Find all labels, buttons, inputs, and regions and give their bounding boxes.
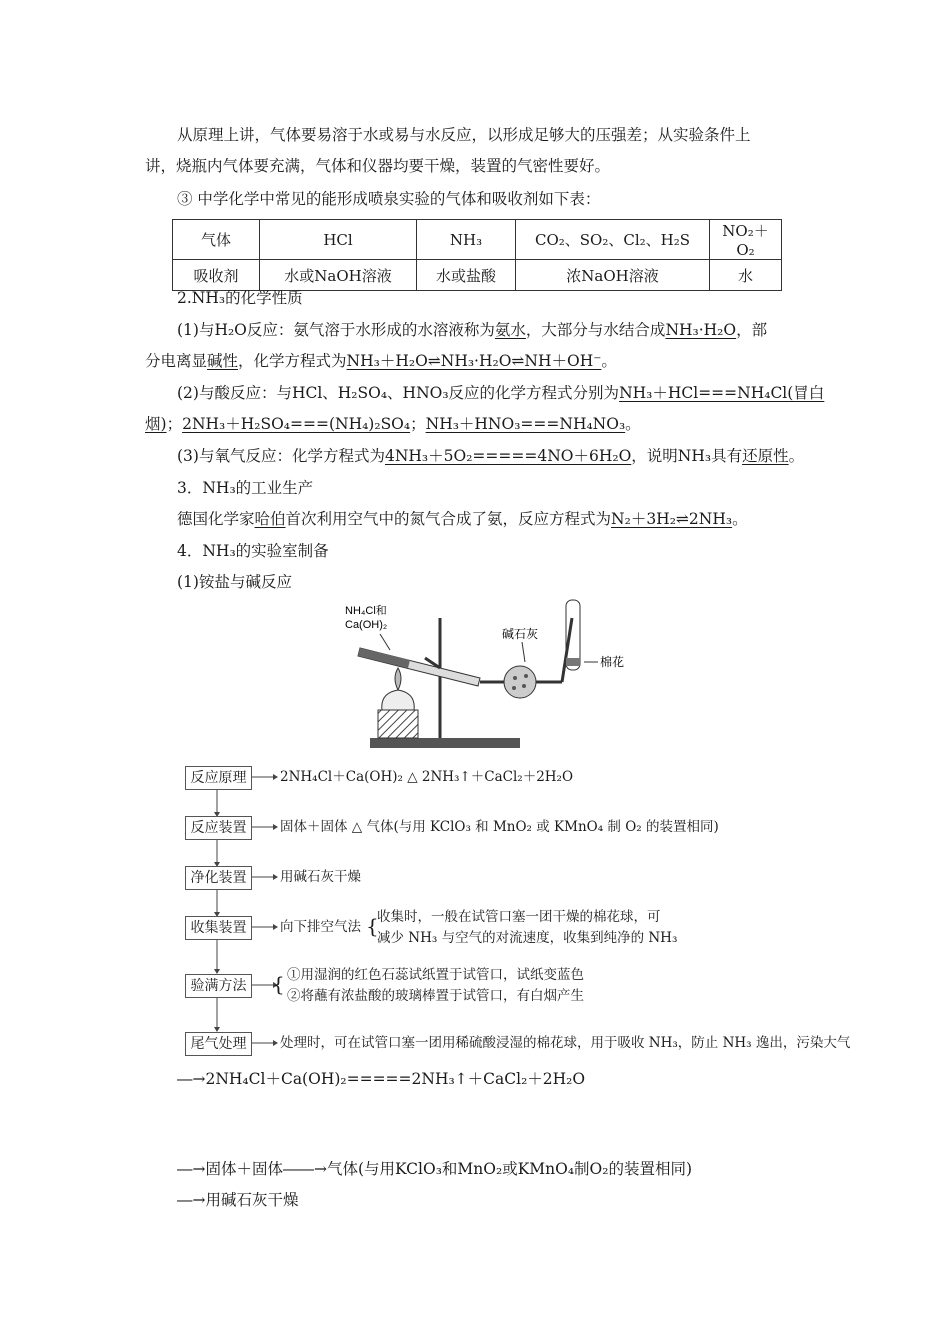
flow-text: 向下排空气法	[280, 919, 361, 935]
section-heading: 3．NH₃的工业生产	[177, 479, 314, 497]
bottom-line: ―→固体＋固体――→气体(与用KClO₃和MnO₂或KMnO₄制O₂的装置相同)	[177, 1160, 693, 1178]
text-span: ，说明NH₃具有	[631, 447, 743, 465]
paragraph-line: 从原理上讲，气体要易溶于水或易与水反应，以形成足够大的压强差；从实验条件上	[177, 126, 751, 144]
text-span: 。	[625, 415, 641, 433]
answer-blank: 哈伯	[254, 510, 286, 528]
flow-box-tail-gas: 尾气处理	[185, 1032, 252, 1056]
answer-blank: NH₃＋HNO₃===NH₄NO₃	[425, 415, 626, 433]
text-span: (1)与H₂O反应：氨气溶于水形成的水溶液称为	[177, 321, 495, 339]
text-span: (3)与氧气反应：化学方程式为	[177, 447, 385, 465]
paragraph-line: ③ 中学化学中常见的能形成喷泉实验的气体和吸收剂如下表：	[177, 190, 601, 208]
text-span: 。	[732, 510, 748, 528]
text-span: 。	[788, 447, 805, 465]
flow-box-collect: 收集装置	[185, 916, 252, 940]
answer-blank: 2NH₃＋H₂SO₄===(NH₄)₂SO₄	[182, 415, 411, 433]
bottom-line: ―→用碱石灰干燥	[177, 1191, 299, 1209]
text-span: 分电离显	[145, 352, 208, 370]
text-span: ，部	[736, 321, 768, 339]
section-heading: 2.NH₃的化学性质	[177, 289, 303, 307]
flow-brace-line: 减少 NH₃ 与空气的对流速度，收集到纯净的 NH₃	[377, 930, 678, 946]
table-cell: NO₂＋O₂	[710, 220, 782, 260]
brace: {	[272, 972, 285, 996]
subsection-heading: (1)铵盐与碱反应	[177, 573, 292, 591]
text-span: ；	[410, 415, 426, 433]
flow-brace-line: 收集时，一般在试管口塞一团干燥的棉花球，可	[377, 909, 661, 925]
text-span: ，大部分与水结合成	[525, 321, 666, 339]
text-span: ；	[166, 415, 183, 433]
answer-blank: 碱性	[207, 352, 239, 370]
bottom-line: ―→2NH₄Cl＋Ca(OH)₂=====2NH₃↑＋CaCl₂＋2H₂O	[177, 1070, 586, 1088]
table-cell: 水或NaOH溶液	[260, 260, 417, 291]
text-span: ，化学方程式为	[238, 352, 347, 370]
table-cell: 水或盐酸	[417, 260, 516, 291]
reagent-label: NH₄Cl和	[345, 605, 387, 617]
answer-blank: NH₃·H₂O	[665, 321, 737, 339]
flow-brace-line: ①用湿润的红色石蕊试纸置于试管口，试纸变蓝色	[287, 967, 584, 983]
flow-box-purify: 净化装置	[185, 866, 252, 890]
answer-blank: 氨水	[494, 321, 526, 339]
brace: {	[366, 914, 379, 938]
answer-blank: 4NH₃＋5O₂=====4NO＋6H₂O	[384, 447, 632, 465]
cotton-label: 棉花	[600, 655, 625, 669]
table-cell: 气体	[173, 220, 260, 260]
lime-label: 碱石灰	[502, 627, 539, 641]
flow-text: 2NH₄Cl＋Ca(OH)₂ △ 2NH₃↑＋CaCl₂＋2H₂O	[280, 769, 574, 785]
flow-text: 固体＋固体 △ 气体(与用 KClO₃ 和 MnO₂ 或 KMnO₄ 制 O₂ 的装置相同)	[280, 819, 719, 835]
flow-box-principle: 反应原理	[185, 766, 252, 790]
text-span: 首次利用空气中的氮气合成了氨，反应方程式为	[285, 510, 612, 528]
flow-brace-line: ②将蘸有浓盐酸的玻璃棒置于试管口，有白烟产生	[287, 988, 584, 1004]
table-cell: HCl	[260, 220, 417, 260]
table-cell: CO₂、SO₂、Cl₂、H₂S	[516, 220, 710, 260]
text-span: 。	[601, 352, 617, 370]
flow-box-apparatus: 反应装置	[185, 816, 252, 840]
table-cell: 浓NaOH溶液	[516, 260, 710, 291]
table-cell: 水	[710, 260, 782, 291]
paragraph-line: 讲，烧瓶内气体要充满，气体和仪器均要干燥，装置的气密性要好。	[145, 157, 611, 175]
flow-box-check: 验满方法	[185, 974, 252, 998]
answer-blank: NH₃＋H₂O⇌NH₃·H₂O⇌NH＋OH⁻	[346, 352, 602, 370]
flow-text: 用碱石灰干燥	[280, 869, 361, 885]
table-cell: 吸收剂	[173, 260, 260, 291]
answer-blank: N₂＋3H₂⇌2NH₃	[611, 510, 733, 528]
answer-blank: NH₃＋HCl===NH₄Cl(冒白	[619, 384, 825, 402]
flow-text: 处理时，可在试管口塞一团用稀硫酸浸湿的棉花球，用于吸收 NH₃，防止 NH₃ 逸出，污染大气	[280, 1035, 851, 1051]
reagent-label-2: Ca(OH)₂	[345, 619, 388, 631]
section-heading: 4．NH₃的实验室制备	[177, 542, 329, 560]
table-cell: NH₃	[417, 220, 516, 260]
text-span: (2)与酸反应：与HCl、H₂SO₄、HNO₃反应的化学方程式分别为	[177, 384, 620, 402]
text-span: 德国化学家	[177, 510, 255, 528]
answer-blank: 还原性	[742, 447, 789, 465]
answer-blank: 烟)	[145, 415, 167, 433]
